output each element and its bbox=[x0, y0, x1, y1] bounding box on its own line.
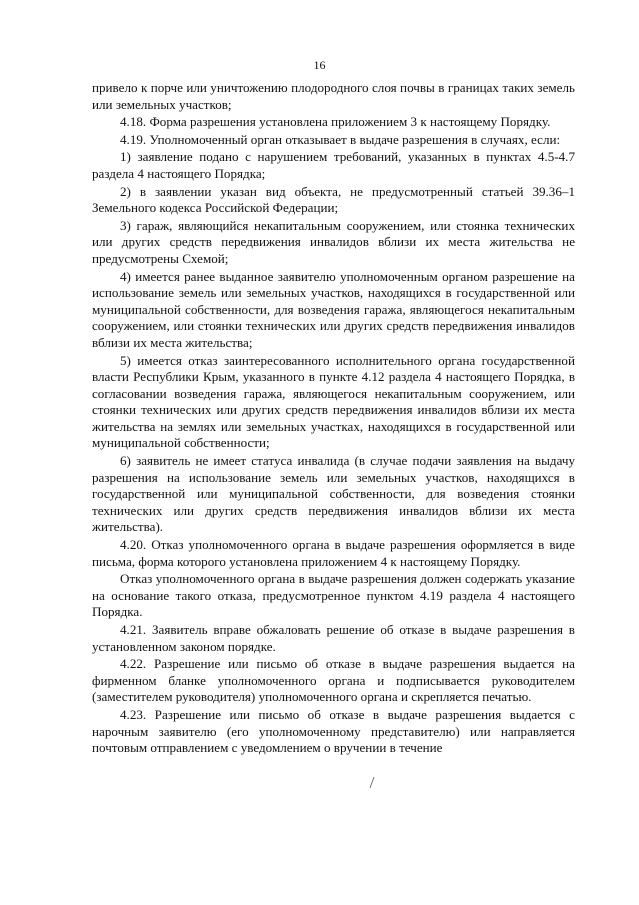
pen-mark-icon bbox=[368, 776, 376, 790]
paragraph-4-19: 4.19. Уполномоченный орган отказывает в выдаче разрешения в случаях, если: bbox=[120, 131, 561, 147]
list-item-5: 5) имеется отказ заинтересованного исполнительного органа государственной власти Республики Крым, указанного в пункте 4.12 раздела 4 настоящего Порядка, в согласовании возведения гаража, являющегося некапитальным сооружением, или стоянки технических или других средств передвижения инвалидов вблизи их места жительства на землях или земельных участках, находящихся в государственной или муниципальной собственности; bbox=[92, 352, 575, 451]
paragraph-4-20: 4.20. Отказ уполномоченного органа в выдаче разрешения оформляется в виде письма, форма которого установлена приложением 4 к настоящему Порядку. bbox=[92, 537, 575, 569]
document-body bbox=[92, 80, 575, 758]
paragraph-4-21: 4.21. Заявитель вправе обжаловать решение об отказе в выдаче разрешения в установленном законом порядке. bbox=[92, 622, 575, 654]
list-item-1: 1) заявление подано с нарушением требований, указанных в пунктах 4.5-4.7 раздела 4 настоящего Порядка; bbox=[92, 149, 575, 181]
paragraph-continuation: привело к порче или уничтожению плодородного слоя почвы в границах таких земель или земельных участков; bbox=[92, 80, 575, 112]
paragraph-4-18: 4.18. Форма разрешения установлена приложением 3 к настоящему Порядку. bbox=[120, 114, 551, 130]
list-item-4: 4) имеется ранее выданное заявителю уполномоченным органом разрешение на использование земель или земельных участков, находящихся в государственной или муниципальной собственности, для возведения гаража, являющегося некапитальным сооружением, или стоянки технических или других средств передвижения инвалидов вблизи их места жительства; bbox=[92, 268, 575, 350]
list-item-6: 6) заявитель не имеет статуса инвалида (в случае подачи заявления на выдачу разрешения на использование земель или земельных участков, находящихся в государственной или муниципальной собственности, для возведения стоянки технических или других средств передвижения инвалидов вблизи их места жительства). bbox=[92, 453, 575, 535]
paragraph-refusal-content: Отказ уполномоченного органа в выдаче разрешения должен содержать указание на основание такого отказа, предусмотренное пунктом 4.19 раздела 4 настоящего Порядка. bbox=[92, 571, 575, 620]
paragraph-4-22: 4.22. Разрешение или письмо об отказе в выдаче разрешения выдается на фирменном бланке уполномоченного органа и подписывается руководителем (заместителем руководителя) уполномоченного органа и скрепляется печатью. bbox=[92, 656, 575, 705]
list-item-2: 2) в заявлении указан вид объекта, не предусмотренный статьей 39.36–1 Земельного кодекса Российской Федерации; bbox=[92, 183, 575, 216]
paragraph-4-23: 4.23. Разрешение или письмо об отказе в выдаче разрешения выдается с нарочным заявителю (его уполномоченному представителю) или направляется почтовым отправлением с уведомлением о вручении в течение bbox=[92, 706, 575, 756]
list-item-3: 3) гараж, являющийся некапитальным сооружением, или стоянка технических или других средств передвижения инвалидов вблизи их места жительства не предусмотрены Схемой; bbox=[92, 217, 575, 266]
page-number: 16 bbox=[313, 58, 326, 72]
